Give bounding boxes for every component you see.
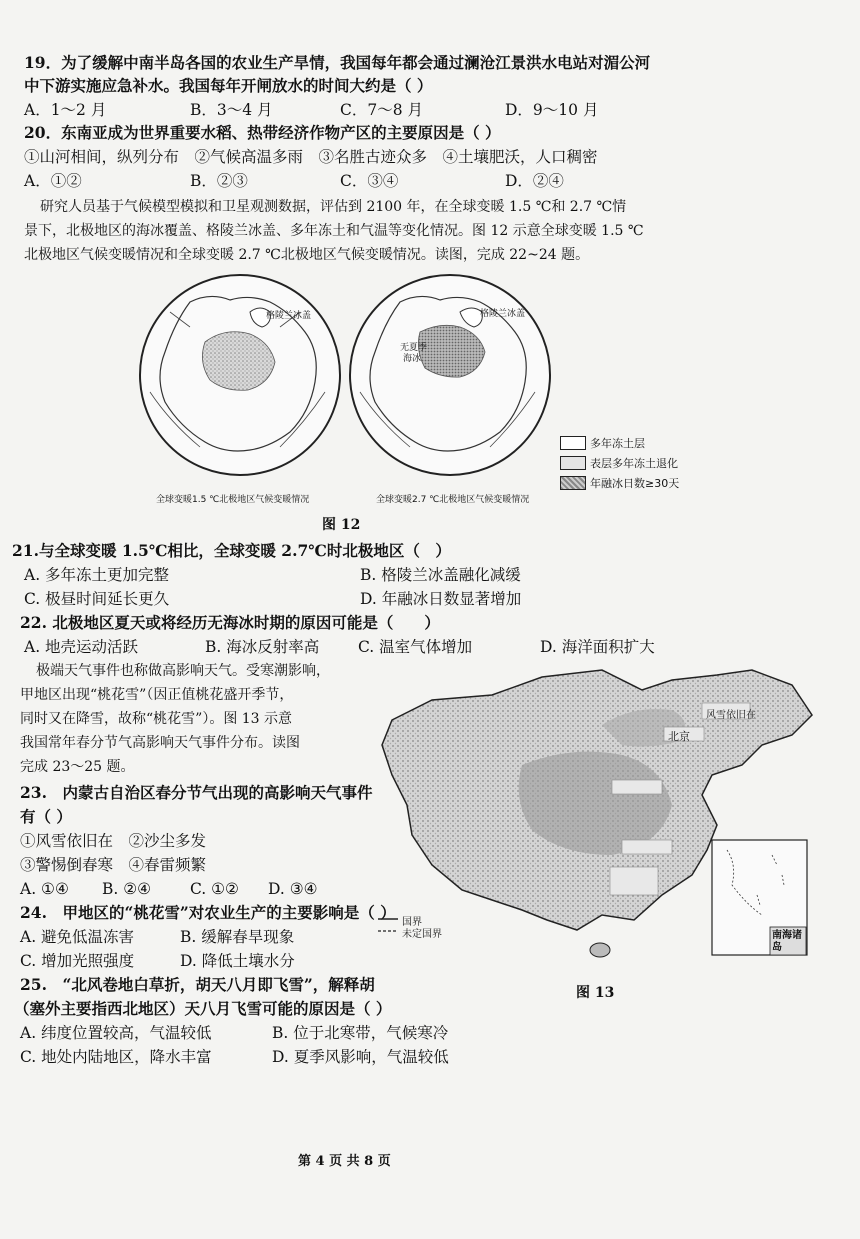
q23-option-d: D. ③④ (268, 880, 318, 898)
fig12-right-noice-label-1: 无夏季 (400, 343, 428, 353)
legend-swatch-permafrost (560, 436, 586, 450)
q22-stem: 22. 北极地区夏天或将经历无海冰时期的原因可能是（ ） (20, 613, 440, 632)
q23-option-c: C. ①② (190, 880, 239, 898)
fig13-legend-undetermined: 未定国界 (402, 929, 442, 940)
intro2-line3: 同时又在降雪，故称“桃花雪”）。图 13 示意 (20, 711, 293, 727)
intro1-line3: 北极地区气候变暖情况和全球变暖 2.7 ℃北极地区气候变暖情况。读图，完成 22~24 题。 (24, 247, 590, 263)
intro2-line1: 极端天气事件也称做高影响天气。受寒潮影响， (36, 663, 330, 679)
q21-option-b: B. 格陵兰冰盖融化减缓 (360, 566, 521, 584)
q24-option-c: C. 增加光照强度 (20, 952, 135, 970)
q19-option-b: B．3～4 月 (190, 101, 273, 119)
fig12-title: 图 12 (322, 517, 361, 533)
q22-option-b: B. 海冰反射率高 (205, 638, 320, 656)
q19-stem-line2: 中下游实施应急补水。我国每年开闸放水的时间大约是（ ） (24, 76, 433, 95)
legend-label-melt-days: 年融冰日数≥30天 (590, 477, 680, 490)
q23-stem-line1: 23. 内蒙古自治区春分节气出现的高影响天气事件 (20, 783, 373, 802)
q25-option-a: A. 纬度位置较高，气温较低 (20, 1024, 212, 1042)
intro1-line1: 研究人员基于气候模型模拟和卫星观测数据，评估到 2100 年，在全球变暖 1.5 ℃和 2.7 ℃情 (40, 199, 627, 215)
q21-option-c: C. 极昼时间延长更久 (24, 590, 170, 608)
legend-swatch-degradation (560, 456, 586, 470)
q22-option-c: C. 温室气体增加 (358, 638, 473, 656)
intro2-line4: 我国常年春分节气高影响天气事件分布。读图 (20, 735, 300, 751)
legend-label-degradation: 表层多年冻土退化 (590, 457, 678, 470)
fig13-title: 图 13 (576, 985, 615, 1001)
fig12-right-greenland-label: 格陵兰冰盖 (480, 309, 526, 319)
q19-option-c: C．7～8 月 (340, 101, 424, 119)
legend-swatch-melt-days (560, 476, 586, 490)
fig12-right-caption: 全球变暖2.7 ℃北极地区气候变暖情况 (376, 495, 530, 505)
q25-option-d: D. 夏季风影响，气温较低 (272, 1048, 449, 1066)
q20-option-a: A．①② (24, 172, 82, 190)
q25-stem-line2: （塞外主要指西北地区）天八月飞雪可能的原因是（ ） (14, 999, 392, 1018)
q23-option-b: B. ②④ (102, 880, 152, 898)
fig12-left-greenland-label: 格陵兰冰盖 (266, 311, 312, 321)
fig13-inset-label: 南海诸岛 (772, 930, 802, 953)
legend-label-permafrost: 多年冻土层 (590, 437, 645, 450)
q25-stem-line1: 25. “北风卷地白草折，胡天八月即飞雪”，解释胡 (20, 975, 375, 994)
q24-option-a: A. 避免低温冻害 (20, 928, 135, 946)
q21-option-d: D. 年融冰日数显著增加 (360, 590, 522, 608)
q22-option-a: A. 地壳运动活跃 (24, 638, 139, 656)
fig12-left-caption: 全球变暖1.5 ℃北极地区气候变暖情况 (156, 495, 310, 505)
fig13-label-wind: 风雪依旧在 (706, 710, 756, 721)
fig13-legend-border: 国界 (402, 917, 422, 928)
q23-option-a: A. ①④ (20, 880, 69, 898)
q24-option-b: B. 缓解春旱现象 (180, 928, 295, 946)
fig12-legend (560, 432, 710, 492)
q25-option-c: C. 地处内陆地区，降水丰富 (20, 1048, 212, 1066)
q19-stem-line1: 19．为了缓解中南半岛各国的农业生产旱情，我国每年都会通过澜沧江景洪水电站对湄公河 (24, 53, 651, 72)
fig12-right-noice-label-2: 海冰 (403, 354, 422, 364)
q20-option-c: C．③④ (340, 172, 399, 190)
q23-items-line1: ①风雪依旧在 ②沙尘多发 (20, 832, 207, 850)
intro2-line5: 完成 23～25 题。 (20, 759, 135, 775)
q24-option-d: D. 降低土壤水分 (180, 952, 295, 970)
intro2-line2: 甲地区出现“桃花雪”（因正值桃花盛开季节， (20, 687, 294, 703)
q23-stem-line2: 有（ ） (20, 807, 72, 826)
fig13-label-beijing: 北京 (668, 730, 690, 743)
intro1-line2: 景下，北极地区的海冰覆盖、格陵兰冰盖、多年冻土和气温等变化情况。图 12 示意全球变暖 1.5 ℃ (24, 223, 644, 239)
q19-option-a: A．1～2 月 (24, 101, 107, 119)
page-footer: 第 4 页 共 8 页 (298, 1154, 391, 1169)
q25-option-b: B. 位于北寒带，气候寒冷 (272, 1024, 449, 1042)
q19-option-d: D．9～10 月 (505, 101, 599, 119)
q21-option-a: A. 多年冻土更加完整 (24, 566, 170, 584)
q21-stem: 21.与全球变暖 1.5℃相比，全球变暖 2.7℃时北极地区（ ） (12, 541, 451, 560)
globe-right (350, 275, 550, 475)
q24-stem: 24. 甲地区的“桃花雪”对农业生产的主要影响是（ ） (20, 903, 396, 922)
figure-13-china-map (372, 665, 852, 975)
q20-option-d: D．②④ (505, 172, 564, 190)
q23-items-line2: ③警惕倒春寒 ④春雷频繁 (20, 856, 207, 874)
globe-left (140, 275, 340, 475)
q20-option-b: B．②③ (190, 172, 248, 190)
q20-items: ①山河相间，纵列分布 ②气候高温多雨 ③名胜古迹众多 ④土壤肥沃，人口稠密 (24, 148, 598, 166)
q22-option-d: D. 海洋面积扩大 (540, 638, 655, 656)
q20-stem: 20．东南亚成为世界重要水稻、热带经济作物产区的主要原因是（ ） (24, 123, 501, 142)
